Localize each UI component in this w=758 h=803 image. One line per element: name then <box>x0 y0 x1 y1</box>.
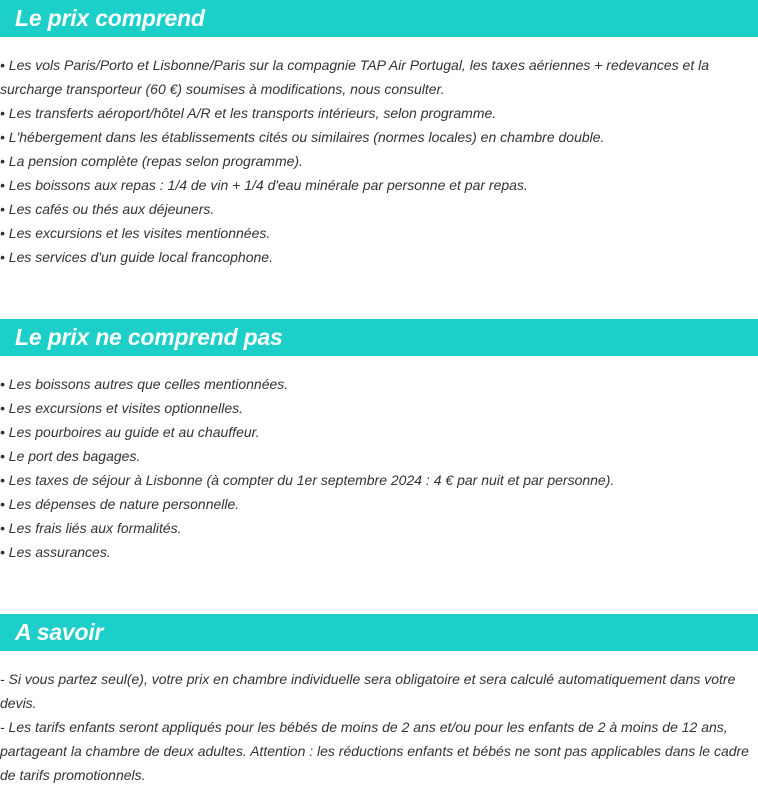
section-title-info: A savoir <box>15 619 104 645</box>
list-item: • Les excursions et les visites mentionnées. <box>0 225 271 241</box>
list-item: • Les dépenses de nature personnelle. <box>0 496 240 512</box>
list-item: • Les excursions et visites optionnelles. <box>0 400 244 416</box>
list-item: • Les taxes de séjour à Lisbonne (à compter du 1er septembre 2024 : 4 € par nuit et par personne). <box>0 472 615 488</box>
section-title-includes: Le prix comprend <box>15 5 205 31</box>
info-list <box>0 651 758 787</box>
list-item: • Les vols Paris/Porto et Lisbonne/Paris sur la compagnie TAP Air Portugal, les taxes aériennes + redevances et la surcharge transporteur (60 €) soumises à modifications, nous consulter. <box>0 57 710 97</box>
list-item: • Les boissons autres que celles mentionnées. <box>0 376 289 392</box>
section-header-excludes <box>0 319 758 356</box>
info-paragraph: - Les tarifs enfants seront appliqués pour les bébés de moins de 2 ans et/ou pour les enfants de 2 à moins de 12 ans, partageant la chambre de deux adultes. Attention : les réductions enfants et bébés ne sont pas applicables dans le cadre de tarifs promotionnels. <box>0 719 749 783</box>
list-item: • Les pourboires au guide et au chauffeur. <box>0 424 260 440</box>
list-item: • Les transferts aéroport/hôtel A/R et les transports intérieurs, selon programme. <box>0 105 497 121</box>
section-price-excludes <box>0 319 758 614</box>
info-paragraph: - Si vous partez seul(e), votre prix en chambre individuelle sera obligatoire et sera calculé automatiquement dans votre devis. <box>0 671 736 711</box>
section-title-excludes: Le prix ne comprend pas <box>15 324 283 350</box>
section-good-to-know <box>0 614 758 803</box>
list-item: • La pension complète (repas selon programme). <box>0 153 303 169</box>
list-item: • Les boissons aux repas : 1/4 de vin + 1/4 d'eau minérale par personne et par repas. <box>0 177 528 193</box>
section-header-includes <box>0 0 758 37</box>
section-price-includes <box>0 0 758 319</box>
section-header-info <box>0 614 758 651</box>
list-item: • Les services d'un guide local francophone. <box>0 249 273 265</box>
includes-list <box>0 37 758 269</box>
list-item: • Les frais liés aux formalités. <box>0 520 182 536</box>
list-item: • Les cafés ou thés aux déjeuners. <box>0 201 215 217</box>
list-item: • L'hébergement dans les établissements cités ou similaires (normes locales) en chambre double. <box>0 129 605 145</box>
list-item: • Le port des bagages. <box>0 448 141 464</box>
list-item: • Les assurances. <box>0 544 111 560</box>
excludes-list <box>0 356 758 564</box>
